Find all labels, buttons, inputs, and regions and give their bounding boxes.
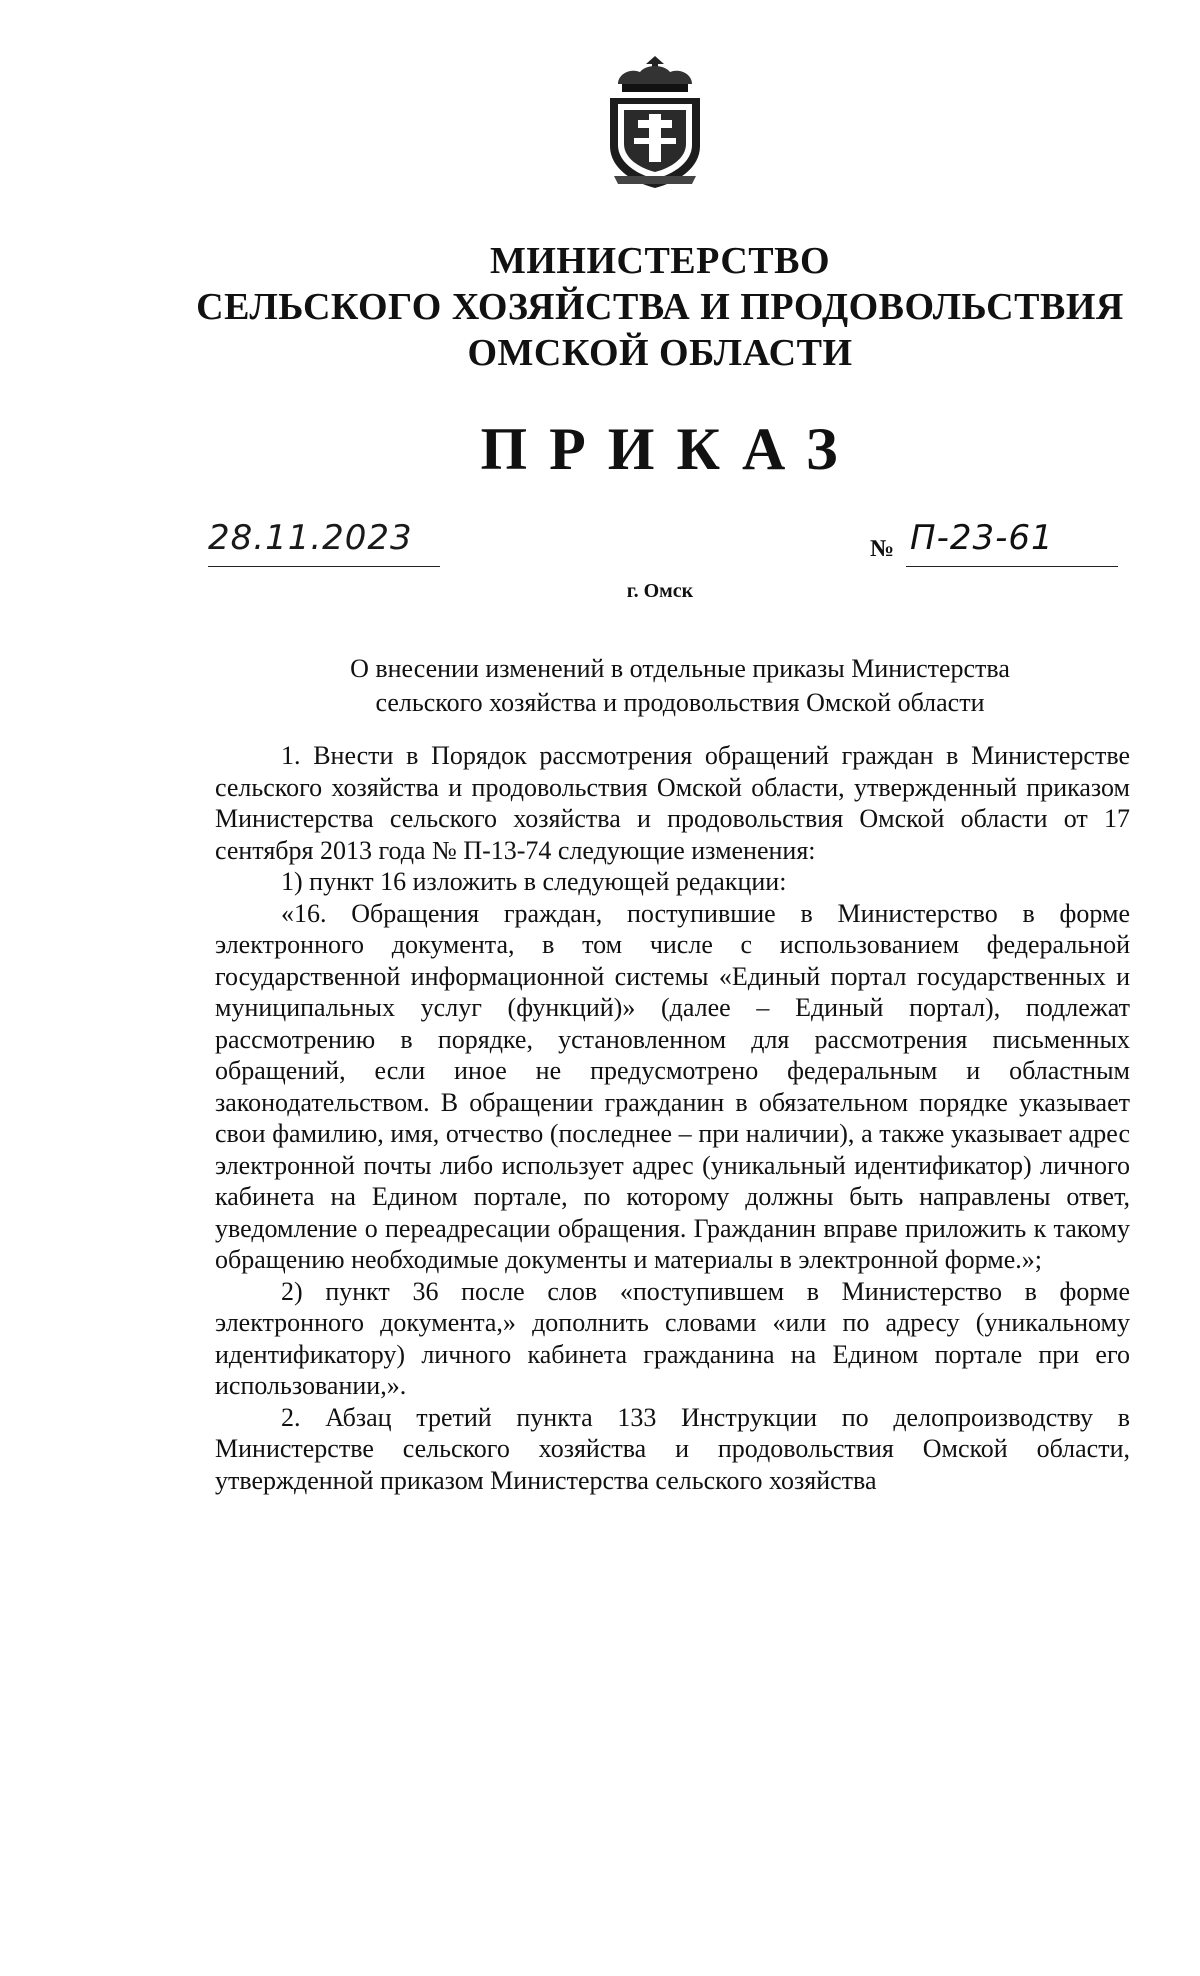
ministry-line-1: МИНИСТЕРСТВО [489, 240, 831, 282]
number-sign: № [870, 536, 895, 562]
subject-line-2: сельского хозяйства и продовольствия Омской области [375, 688, 985, 717]
document-subject [290, 652, 1070, 720]
paragraph-1: 1. Внести в Порядок рассмотрения обращений граждан в Министерстве сельского хозяйства и продовольствия Омской области, утвержденный приказом Министерства сельского хозяйства и продовольствия Омской области от 17 сентября 2013 года № П-13-74 следующие изменения: [215, 741, 1130, 865]
document-number [870, 518, 1120, 568]
subject-line-1: О внесении изменений в отдельные приказы Министерства [350, 654, 1010, 683]
coat-of-arms-icon [600, 50, 710, 190]
document-body [215, 740, 1130, 1496]
ministry-name [190, 238, 1130, 376]
number-underline [906, 566, 1118, 567]
paragraph-3: «16. Обращения граждан, поступившие в Министерство в форме электронного документа, в том числе с использованием федеральной государственной информационной системы «Единый портал государственных и муниципальных услуг (функций)» (далее – Единый портал), подлежат рассмотрению в порядке, установленном для рассмотрения письменных обращений, если иное не предусмотрено федеральным и областным законодательством. В обращении гражданин в обязательном порядке указывает свои фамилию, имя, отчество (последнее – при наличии), а также указывает адрес электронной почты либо использует адрес (уникальный идентификатор) личного кабинета на Едином портале, по которому должны быть направлены ответ, уведомление о переадресации обращения. Гражданин вправе приложить к такому обращению необходимые документы и материалы в электронной форме.»; [215, 898, 1130, 1274]
city-name: г. Омск [626, 580, 694, 602]
paragraph-5: 2. Абзац третий пункта 133 Инструкции по делопроизводству в Министерстве сельского хозяйства и продовольствия Омской области, утвержденной приказом Министерства сельского хозяйства [215, 1402, 1130, 1495]
paragraph-2: 1) пункт 16 изложить в следующей редакции: [281, 867, 787, 896]
date-value: 28.11.2023 [208, 518, 413, 558]
ministry-line-3: ОМСКОЙ ОБЛАСТИ [467, 332, 853, 374]
date-underline [208, 566, 440, 567]
paragraph-4: 2) пункт 36 после слов «поступившем в Министерство в форме электронного документа,» дополнить словами «или по адресу (уникальному идентификатору) личного кабинета гражданина на Едином портале при его использовании,». [215, 1276, 1130, 1400]
number-value: П-23-61 [910, 518, 1054, 558]
document-date [208, 518, 438, 568]
ministry-line-2: СЕЛЬСКОГО ХОЗЯЙСТВА И ПРОДОВОЛЬСТВИЯ [196, 286, 1124, 328]
document-type-title: ПРИКАЗ [480, 416, 860, 482]
